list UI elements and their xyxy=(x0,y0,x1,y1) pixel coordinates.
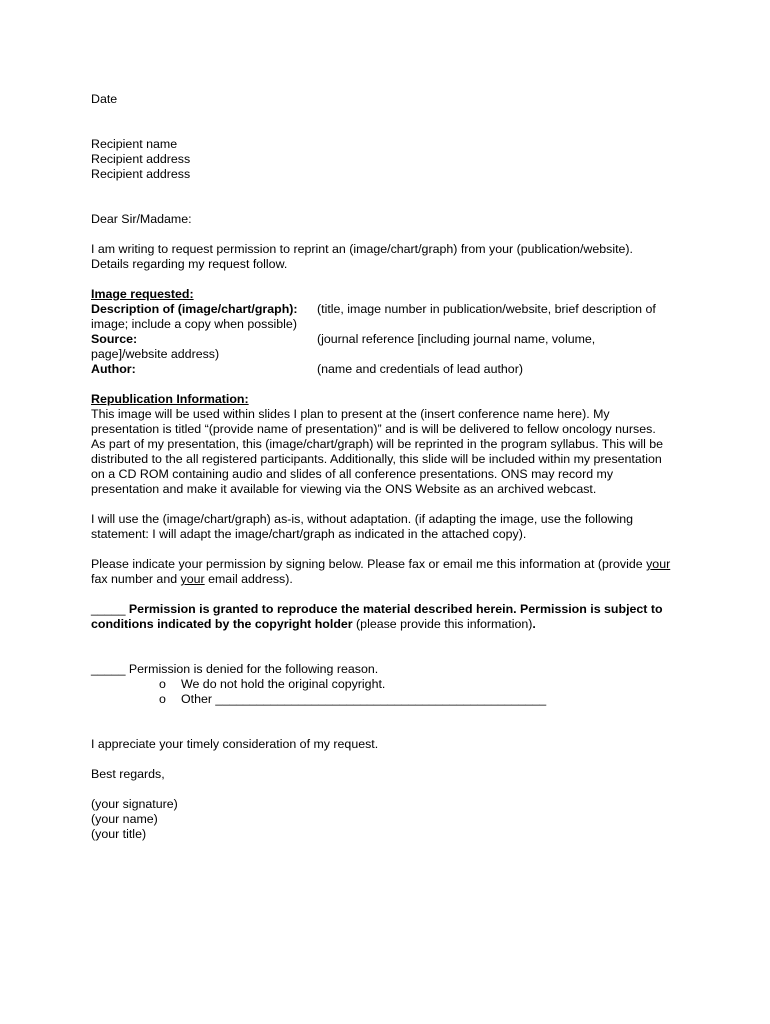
republication-line: on a CD ROM containing audio and slides of all conference presentations. ONS may record my xyxy=(91,467,614,481)
bullet-marker: o xyxy=(159,677,166,691)
description-value: (title, image number in publication/website, brief description of xyxy=(317,302,656,316)
description-row xyxy=(91,302,691,317)
denied-option xyxy=(91,692,691,707)
recipient-address-1: Recipient address xyxy=(91,152,191,166)
signature-line: (your signature) xyxy=(91,797,178,811)
republication-line: presentation is titled “(provide name of presentation)” and is will be delivered to fellow oncology nurses. xyxy=(91,422,656,436)
signature-block xyxy=(91,797,691,842)
your-underlined: your xyxy=(180,572,205,586)
description-label: Description of (image/chart/graph): xyxy=(91,302,298,316)
republication-line: As part of my presentation, this (image/chart/graph) will be reprinted in the program syllabus. This will be xyxy=(91,437,664,451)
letter-page xyxy=(91,92,691,842)
fax-text: fax number and xyxy=(91,572,181,586)
source-value: (journal reference [including journal name, volume, xyxy=(317,332,596,346)
source-row xyxy=(91,332,691,347)
bullet-marker: o xyxy=(159,692,166,706)
adaptation-line-1: I will use the (image/chart/graph) as-is, without adaptation. (if adapting the image, use the following xyxy=(91,512,634,526)
denied-option-text: Other ________________________________________________ xyxy=(181,692,547,706)
adaptation-line-2: statement: I will adapt the image/chart/graph as indicated in the attached copy). xyxy=(91,527,527,541)
republication-line: distributed to the all registered participants. Additionally, this slide will be included within my presentation xyxy=(91,452,662,466)
denied-option-text: We do not hold the original copyright. xyxy=(181,677,386,691)
intro-line-1: I am writing to request permission to reprint an (image/chart/graph) from your (publication/website). xyxy=(91,242,633,256)
date-line: Date xyxy=(91,92,118,106)
permission-request-line-2 xyxy=(91,572,691,587)
granted-blank: _____ xyxy=(91,602,126,616)
denied-options xyxy=(91,677,691,707)
author-label: Author: xyxy=(91,362,136,376)
image-requested-section xyxy=(91,287,691,377)
permission-request-text: Please indicate your permission by signing below. Please fax or email me this information at (provide xyxy=(91,557,647,571)
permission-request-paragraph xyxy=(91,557,691,587)
intro-paragraph xyxy=(91,242,691,272)
email-text: email address). xyxy=(204,572,293,586)
source-continuation: page]/website address) xyxy=(91,347,220,361)
denied-line: _____ Permission is denied for the following reason. xyxy=(91,662,379,676)
author-value: (name and credentials of lead author) xyxy=(317,362,523,376)
image-requested-heading: Image requested: xyxy=(91,287,194,301)
permission-denied-section xyxy=(91,662,691,707)
granted-statement: Permission is granted to reproduce the material described herein. Permission is subject to xyxy=(125,602,663,616)
recipient-name: Recipient name xyxy=(91,137,178,151)
denied-option xyxy=(91,677,691,692)
republication-line: presentation and make it available for viewing via the ONS Website as an archived webcast. xyxy=(91,482,597,496)
title-line: (your title) xyxy=(91,827,147,841)
granted-line-2 xyxy=(91,617,691,632)
source-label: Source: xyxy=(91,332,138,346)
granted-period: . xyxy=(532,617,536,631)
salutation: Dear Sir/Madame: xyxy=(91,212,192,226)
description-continuation: image; include a copy when possible) xyxy=(91,317,297,331)
author-row xyxy=(91,362,691,377)
granted-conditions: conditions indicated by the copyright holder xyxy=(91,617,353,631)
name-line: (your name) xyxy=(91,812,158,826)
recipient-address-2: Recipient address xyxy=(91,167,191,181)
adaptation-paragraph xyxy=(91,512,691,542)
intro-line-2: Details regarding my request follow. xyxy=(91,257,288,271)
regards-line: Best regards, xyxy=(91,767,165,781)
appreciation-line: I appreciate your timely consideration of my request. xyxy=(91,737,379,751)
republication-line: This image will be used within slides I plan to present at the (insert conference name here). My xyxy=(91,407,610,421)
granted-line-1 xyxy=(91,602,691,617)
your-underlined: your xyxy=(646,557,671,571)
republication-heading: Republication Information: xyxy=(91,392,249,406)
permission-granted-paragraph xyxy=(91,602,691,632)
granted-note: (please provide this information) xyxy=(352,617,533,631)
recipient-block xyxy=(91,137,691,182)
republication-section xyxy=(91,392,691,497)
permission-request-line-1 xyxy=(91,557,691,572)
